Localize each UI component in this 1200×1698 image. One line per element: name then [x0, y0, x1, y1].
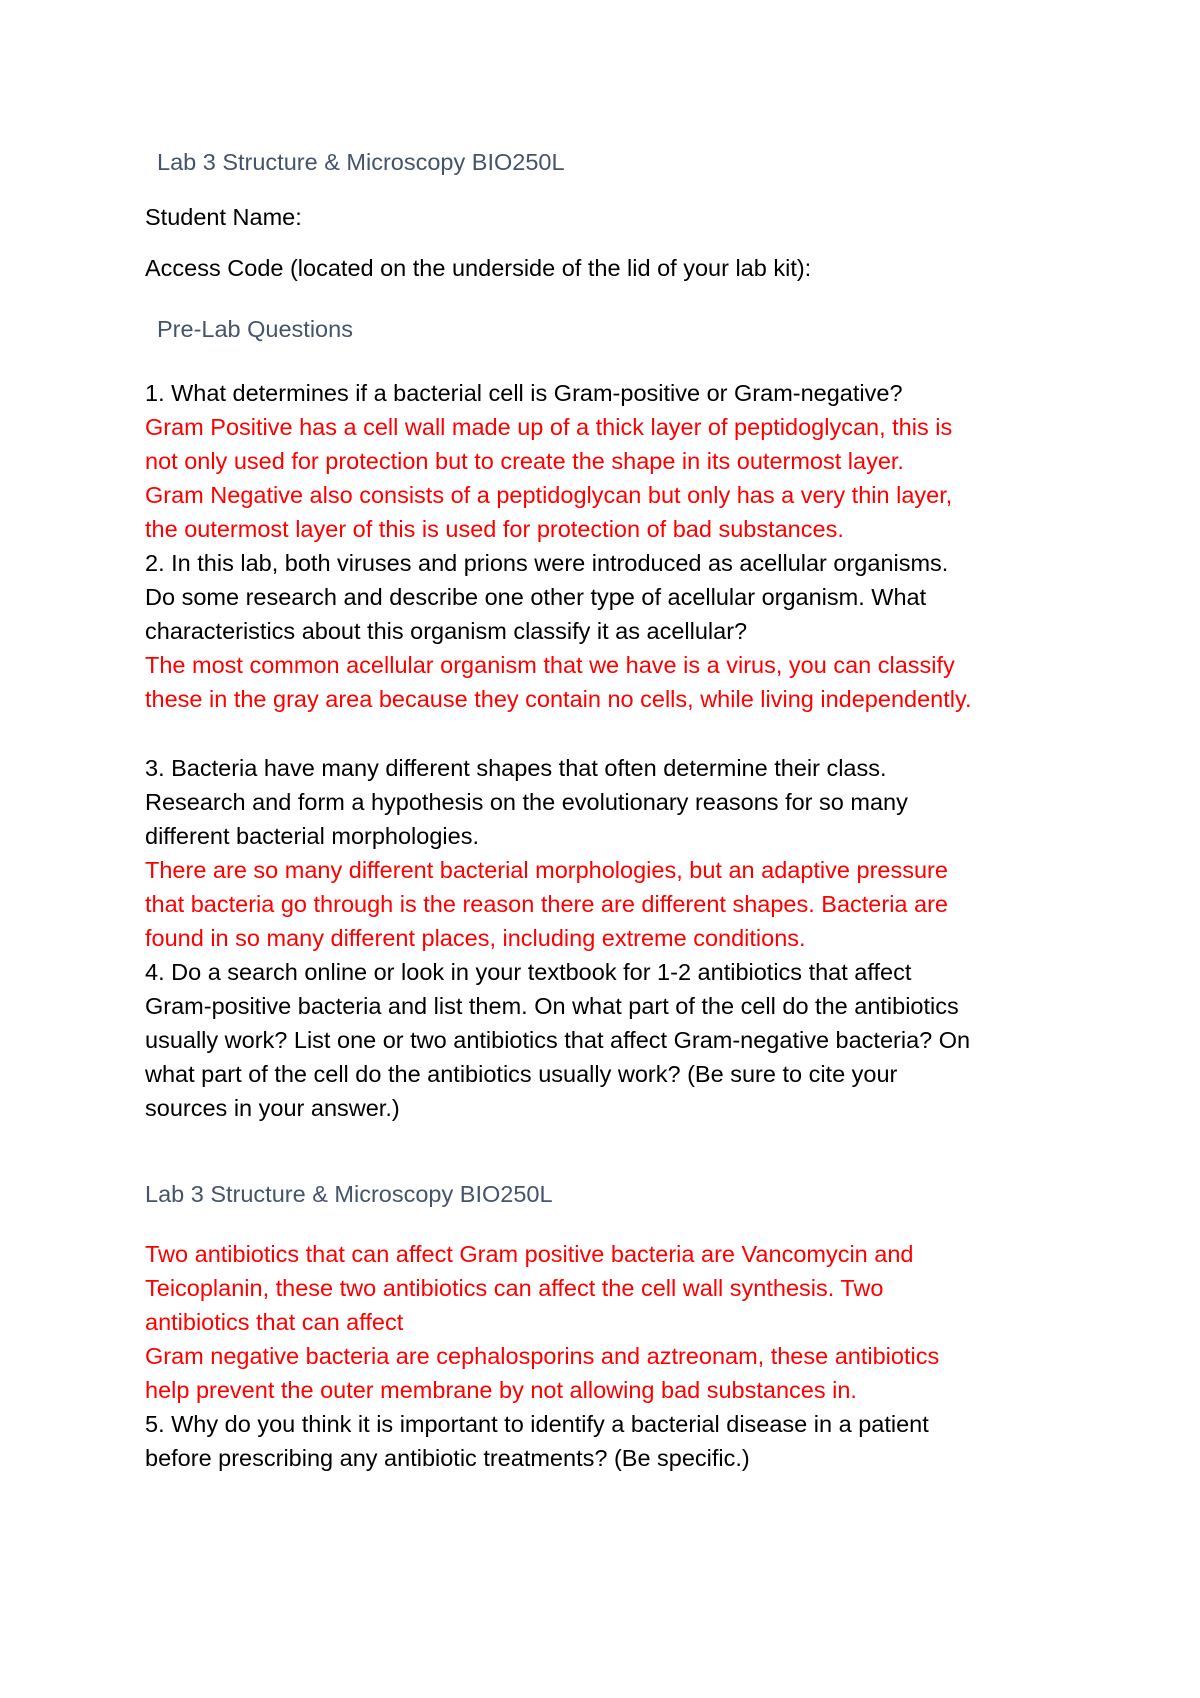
prelab-heading: Pre-Lab Questions: [157, 316, 353, 342]
question-5-line: 5. Why do you think it is important to identify a bacterial disease in a patient: [145, 1411, 929, 1437]
question-3-line: 3. Bacteria have many different shapes that often determine their class.: [145, 755, 887, 781]
question-4-line: Gram-positive bacteria and list them. On what part of the cell do the antibiotics: [145, 993, 959, 1019]
question-1-line: 1. What determines if a bacterial cell is Gram-positive or Gram-negative?: [145, 380, 903, 406]
student-name-label: Student Name:: [145, 204, 302, 230]
answer-4-line: Two antibiotics that can affect Gram positive bacteria are Vancomycin and: [145, 1241, 914, 1267]
answer-3-line: There are so many different bacterial morphologies, but an adaptive pressure: [145, 857, 948, 883]
answer-4-line: Teicoplanin, these two antibiotics can affect the cell wall synthesis. Two: [145, 1275, 884, 1301]
question-4-line: sources in your answer.): [145, 1095, 400, 1121]
answer-1-line: the outermost layer of this is used for protection of bad substances.: [145, 516, 844, 542]
question-4-line: what part of the cell do the antibiotics usually work? (Be sure to cite your: [145, 1061, 898, 1087]
repeat-header-title: Lab 3 Structure & Microscopy BIO250L: [145, 1181, 553, 1207]
question-3-line: Research and form a hypothesis on the evolutionary reasons for so many: [145, 789, 908, 815]
document-header-title: Lab 3 Structure & Microscopy BIO250L: [157, 149, 565, 175]
access-code-label: Access Code (located on the underside of the lid of your lab kit):: [145, 255, 812, 281]
answer-1-line: Gram Positive has a cell wall made up of a thick layer of peptidoglycan, this is: [145, 414, 953, 440]
answer-1-line: not only used for protection but to create the shape in its outermost layer.: [145, 448, 904, 474]
answer-4-line: Gram negative bacteria are cephalosporins and aztreonam, these antibiotics: [145, 1343, 940, 1369]
question-5-line: before prescribing any antibiotic treatments? (Be specific.): [145, 1445, 750, 1471]
answer-1-line: Gram Negative also consists of a peptidoglycan but only has a very thin layer,: [145, 482, 953, 508]
answer-2-line: these in the gray area because they contain no cells, while living independently.: [145, 686, 972, 712]
answer-3-line: found in so many different places, including extreme conditions.: [145, 925, 806, 951]
question-4-line: 4. Do a search online or look in your textbook for 1-2 antibiotics that affect: [145, 959, 912, 985]
answer-2-line: The most common acellular organism that we have is a virus, you can classify: [145, 652, 955, 678]
answer-4-line: antibiotics that can affect: [145, 1309, 404, 1335]
answer-4-line: help prevent the outer membrane by not allowing bad substances in.: [145, 1377, 857, 1403]
question-4-line: usually work? List one or two antibiotics that affect Gram-negative bacteria? On: [145, 1027, 971, 1053]
answer-3-line: that bacteria go through is the reason there are different shapes. Bacteria are: [145, 891, 948, 917]
question-2-line: 2. In this lab, both viruses and prions were introduced as acellular organisms.: [145, 550, 949, 576]
question-3-line: different bacterial morphologies.: [145, 823, 479, 849]
question-2-line: Do some research and describe one other type of acellular organism. What: [145, 584, 927, 610]
question-2-line: characteristics about this organism classify it as acellular?: [145, 618, 748, 644]
